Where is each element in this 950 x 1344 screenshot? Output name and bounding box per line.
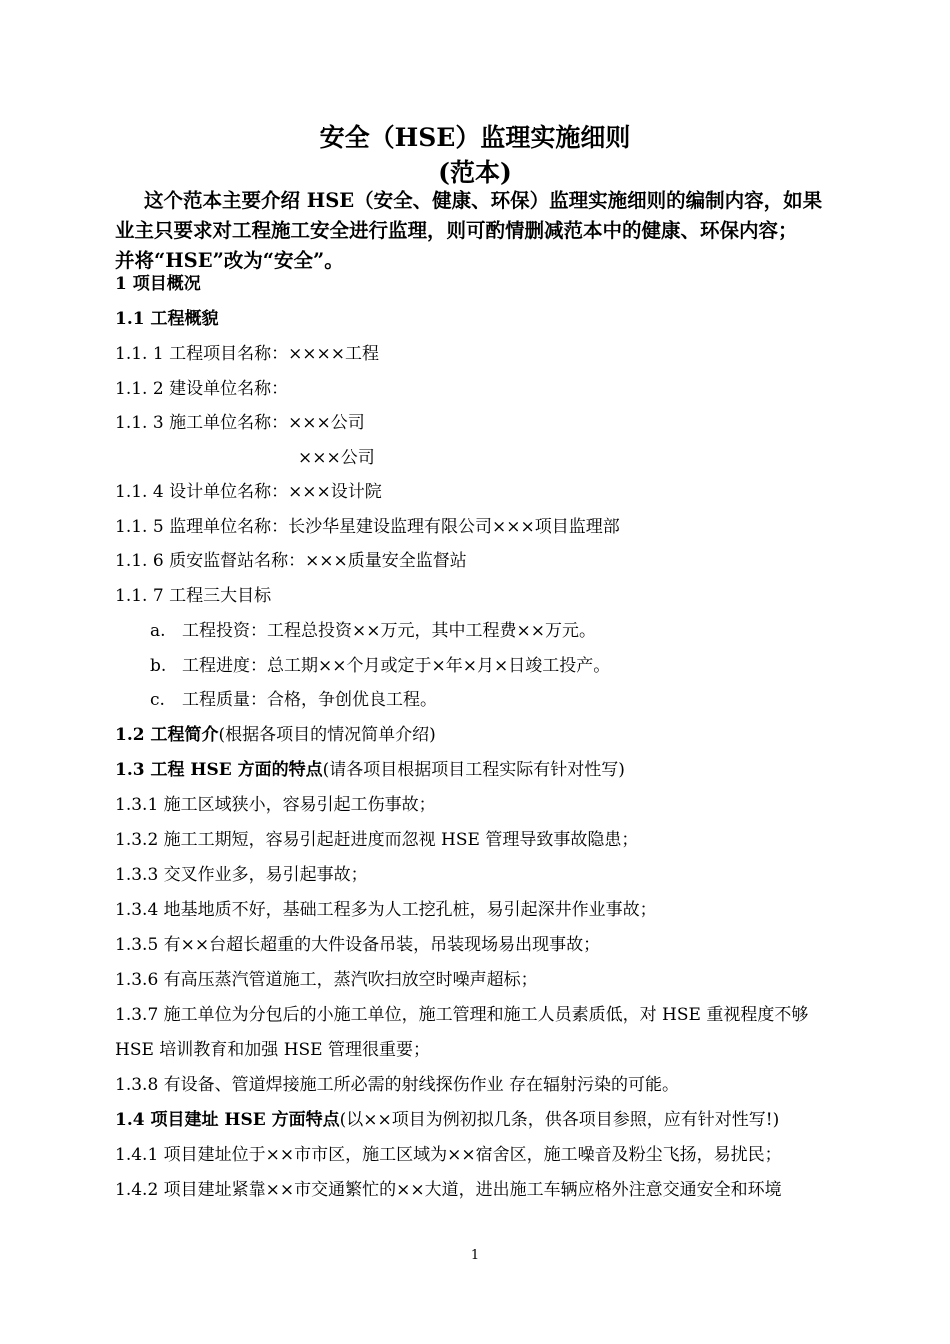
target-item-c xyxy=(150,689,437,711)
intro-line-1: 这个范本主要介绍 HSE（安全、健康、环保）监理实施细则的编制内容，如果 xyxy=(144,189,823,212)
section-1-2-note: (根据各项目的情况简单介绍) xyxy=(218,725,436,745)
item-1-1-1: 1.1. 1 工程项目名称：××××工程 xyxy=(115,344,380,364)
target-item-b xyxy=(150,655,610,677)
page-number: 1 xyxy=(470,1248,480,1263)
item-1-1-6: 1.1. 6 质安监督站名称：×××质量安全监督站 xyxy=(115,551,467,571)
item-1-3-5: 1.3.5 有××台超长超重的大件设备吊装，吊装现场易出现事故； xyxy=(115,935,601,955)
item-1-3-2: 1.3.2 施工工期短，容易引起赶进度而忽视 HSE 管理导致事故隐患； xyxy=(115,830,639,850)
item-1-3-6: 1.3.6 有高压蒸汽管道施工，蒸汽吹扫放空时噪声超标； xyxy=(115,970,538,990)
document-title: 安全（HSE）监理实施细则 xyxy=(319,123,631,152)
item-1-1-3-continued: ×××公司 xyxy=(298,448,375,468)
document-subtitle: (范本) xyxy=(438,158,512,187)
target-text: 工程质量：合格，争创优良工程。 xyxy=(182,690,437,710)
section-1-4-title: 1.4 项目建址 HSE 方面特点 xyxy=(115,1110,340,1130)
section-1-3-title: 1.3 工程 HSE 方面的特点 xyxy=(115,760,323,780)
target-item-a xyxy=(150,620,596,642)
target-text: 工程进度：总工期××个月或定于×年×月×日竣工投产。 xyxy=(182,656,611,676)
item-1-3-8: 1.3.8 有设备、管道焊接施工所必需的射线探伤作业 存在辐射污染的可能。 xyxy=(115,1075,680,1095)
target-text: 工程投资：工程总投资××万元，其中工程费××万元。 xyxy=(182,621,596,641)
list-marker: a. xyxy=(150,621,166,641)
item-1-1-5: 1.1. 5 监理单位名称：长沙华星建设监理有限公司×××项目监理部 xyxy=(115,517,620,537)
section-1-2-heading xyxy=(115,724,436,746)
item-1-1-7: 1.1. 7 工程三大目标 xyxy=(115,586,272,606)
section-1-3-heading xyxy=(115,759,625,781)
section-1-1-heading: 1.1 工程概貌 xyxy=(115,309,219,329)
item-1-4-1: 1.4.1 项目建址位于××市市区，施工区域为××宿舍区，施工噪音及粉尘飞扬，易扰民； xyxy=(115,1145,782,1165)
item-1-3-1: 1.3.1 施工区域狭小，容易引起工伤事故； xyxy=(115,795,436,815)
section-1-4-heading xyxy=(115,1109,779,1131)
intro-line-3: 并将“HSE”改为“安全”。 xyxy=(115,249,344,272)
section-1-4-note: (以××项目为例初拟几条，供各项目参照，应有针对性写!) xyxy=(339,1110,780,1130)
section-1-2-title: 1.2 工程简介 xyxy=(115,725,219,745)
list-marker: c. xyxy=(150,690,165,710)
intro-line-2: 业主只要求对工程施工安全进行监理，则可酌情删减范本中的健康、环保内容； xyxy=(115,219,798,242)
section-1-3-note: (请各项目根据项目工程实际有针对性写) xyxy=(322,760,625,780)
item-1-1-2: 1.1. 2 建设单位名称： xyxy=(115,379,289,399)
item-1-1-3: 1.1. 3 施工单位名称：×××公司 xyxy=(115,413,365,433)
item-1-4-2: 1.4.2 项目建址紧靠××市交通繁忙的××大道，进出施工车辆应格外注意交通安全和环境 xyxy=(115,1180,782,1200)
item-1-3-7: 1.3.7 施工单位为分包后的小施工单位，施工管理和施工人员素质低，对 HSE 重视程度不够 xyxy=(115,1005,809,1025)
list-marker: b. xyxy=(150,656,167,676)
item-1-3-3: 1.3.3 交叉作业多，易引起事故； xyxy=(115,865,368,885)
item-1-1-4: 1.1. 4 设计单位名称：×××设计院 xyxy=(115,482,382,502)
section-1-heading: 1 项目概况 xyxy=(115,274,201,294)
item-1-3-7-continued: HSE 培训教育和加强 HSE 管理很重要； xyxy=(115,1040,430,1060)
intro-paragraph xyxy=(115,186,875,276)
item-1-3-4: 1.3.4 地基地质不好，基础工程多为人工挖孔桩，易引起深井作业事故； xyxy=(115,900,657,920)
